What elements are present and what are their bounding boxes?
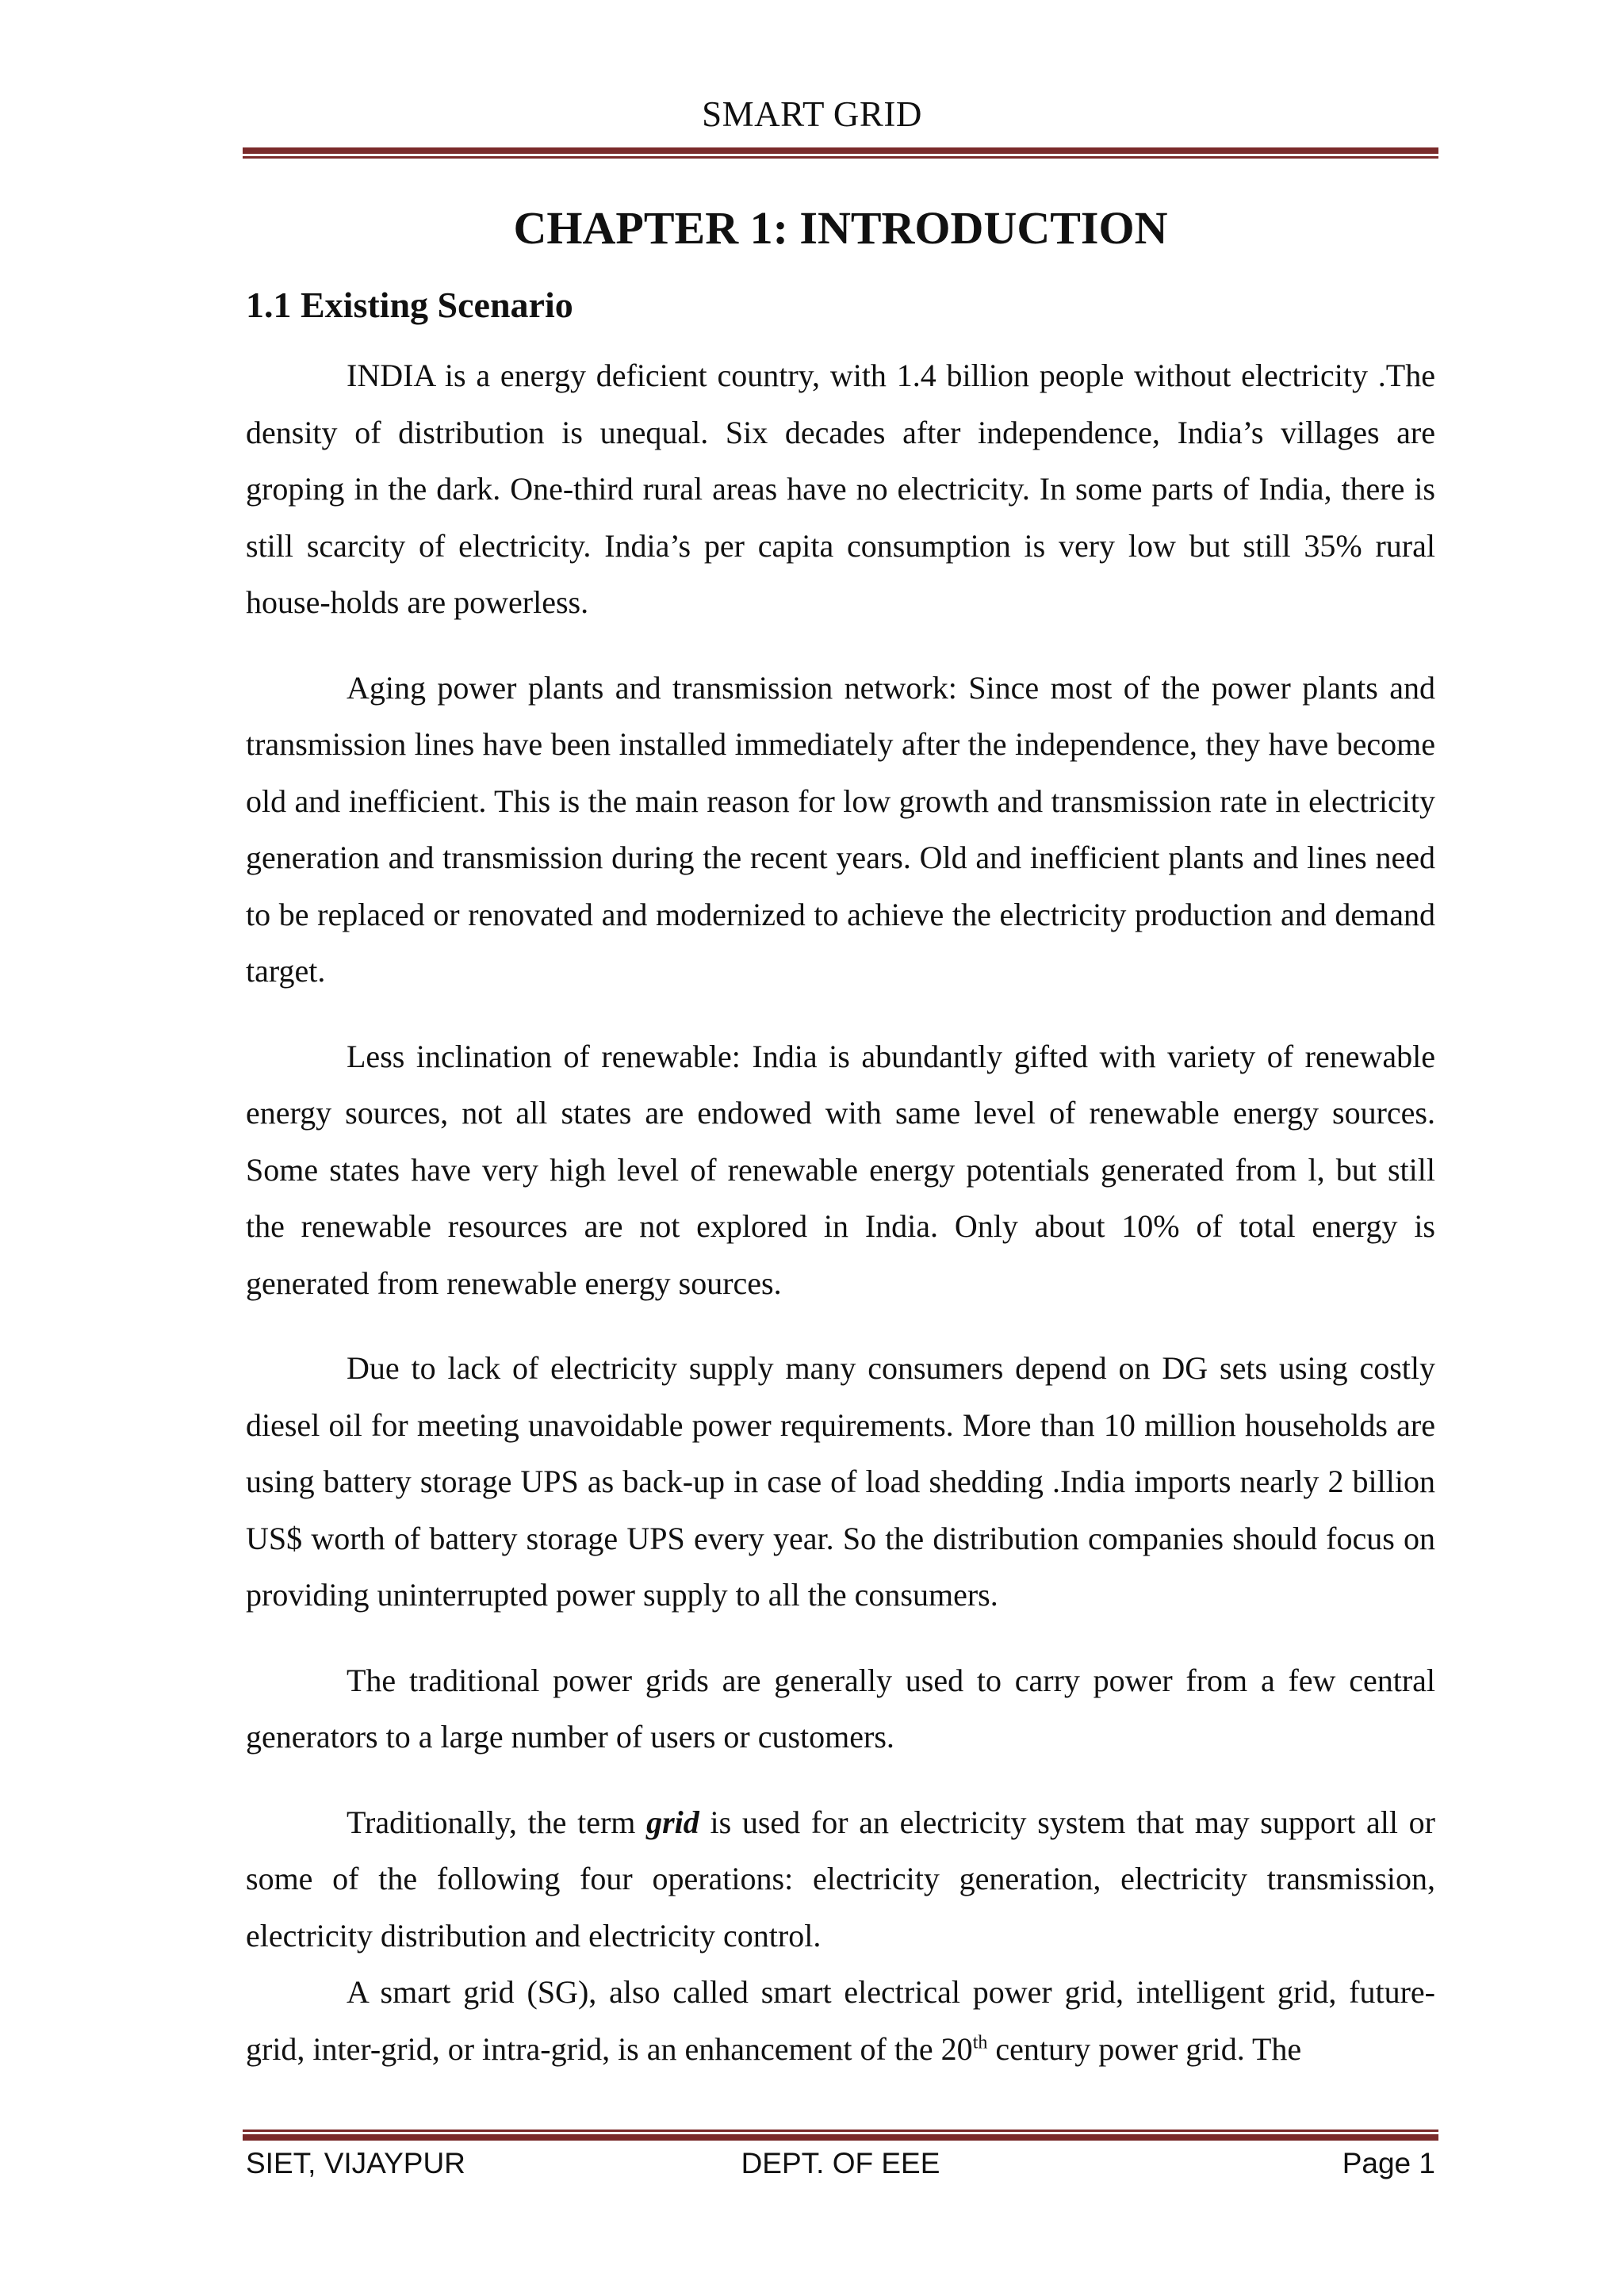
- footer-rule-thick: [243, 2134, 1438, 2141]
- paragraph-2: Aging power plants and transmission network: Since most of the power plants and transmission lines have been installed immediately after the independence, they have become old and inefficient. This is the main reason for low growth and transmission rate in electricity generation and transmission during the recent years. Old and inefficient plants and lines need to be replaced or renovated and modernized to achieve the electricity production and demand target.: [246, 669, 1435, 989]
- paragraph-6: [246, 1794, 1435, 1965]
- footer-institution: SIET, VIJAYPUR: [246, 2147, 465, 2179]
- section-title: 1.1 Existing Scenario: [246, 285, 573, 325]
- footer-rule-thin: [243, 2130, 1438, 2132]
- paragraph-7-text-start: A smart grid (SG), also called smart electrical power grid, intelligent grid, future-grid, inter-grid, or intra-grid, is an enhancement of the 20: [246, 1974, 1435, 2067]
- page-footer: [246, 2147, 1435, 2187]
- paragraph-1: INDIA is a energy deficient country, with 1.4 billion people without electricity .The density of distribution is unequal. Six decades after independence, India’s villages are groping in the dark. One-third rural areas have no electricity. In some parts of India, there is still scarcity of electricity. India’s per capita consumption is very low but still 35% rural house-holds are powerless.: [246, 358, 1435, 620]
- paragraph-7-text-end: century power grid. The: [987, 2030, 1302, 2067]
- footer-page-number: Page 1: [1342, 2147, 1435, 2179]
- paragraph-5: The traditional power grids are generally used to carry power from a few central generators to a large number of users or customers.: [246, 1662, 1435, 1755]
- paragraph-6-text-start: Traditionally, the term: [347, 1804, 647, 1840]
- emphasized-term-grid: grid: [646, 1804, 699, 1840]
- chapter-title: CHAPTER 1: INTRODUCTION: [513, 202, 1168, 254]
- paragraph-6-text-end: is used for an electricity system that may support all or some of the following four operations: electricity generation, electricity transmission, electricity distribution and electricity control.: [246, 1804, 1436, 1954]
- header-rule-thick: [243, 147, 1438, 154]
- footer-department: DEPT. OF EEE: [741, 2147, 940, 2179]
- page-body: [246, 190, 1435, 2106]
- paragraph-3: Less inclination of renewable: India is abundantly gifted with variety of renewable energy sources, not all states are endowed with same level of renewable energy sources. Some states have very high level of renewable energy potentials generated from l, but still the renewable resources are not explored in India. Only about 10% of total energy is generated from renewable energy sources.: [246, 1038, 1435, 1301]
- paragraph-7: [246, 1964, 1435, 2077]
- footer-rule: [243, 2130, 1438, 2141]
- ordinal-superscript: th: [972, 2032, 988, 2053]
- running-header: SMART GRID: [702, 94, 922, 134]
- paragraph-4: Due to lack of electricity supply many consumers depend on DG sets using costly diesel oil for meeting unavoidable power requirements. More than 10 million households are using battery storage UPS as back-up in case of load shedding .India imports nearly 2 billion US$ worth of battery storage UPS every year. So the distribution companies should focus on providing uninterrupted power supply to all the consumers.: [246, 1350, 1435, 1613]
- header-rule: [243, 147, 1438, 159]
- header-rule-thin: [243, 156, 1438, 159]
